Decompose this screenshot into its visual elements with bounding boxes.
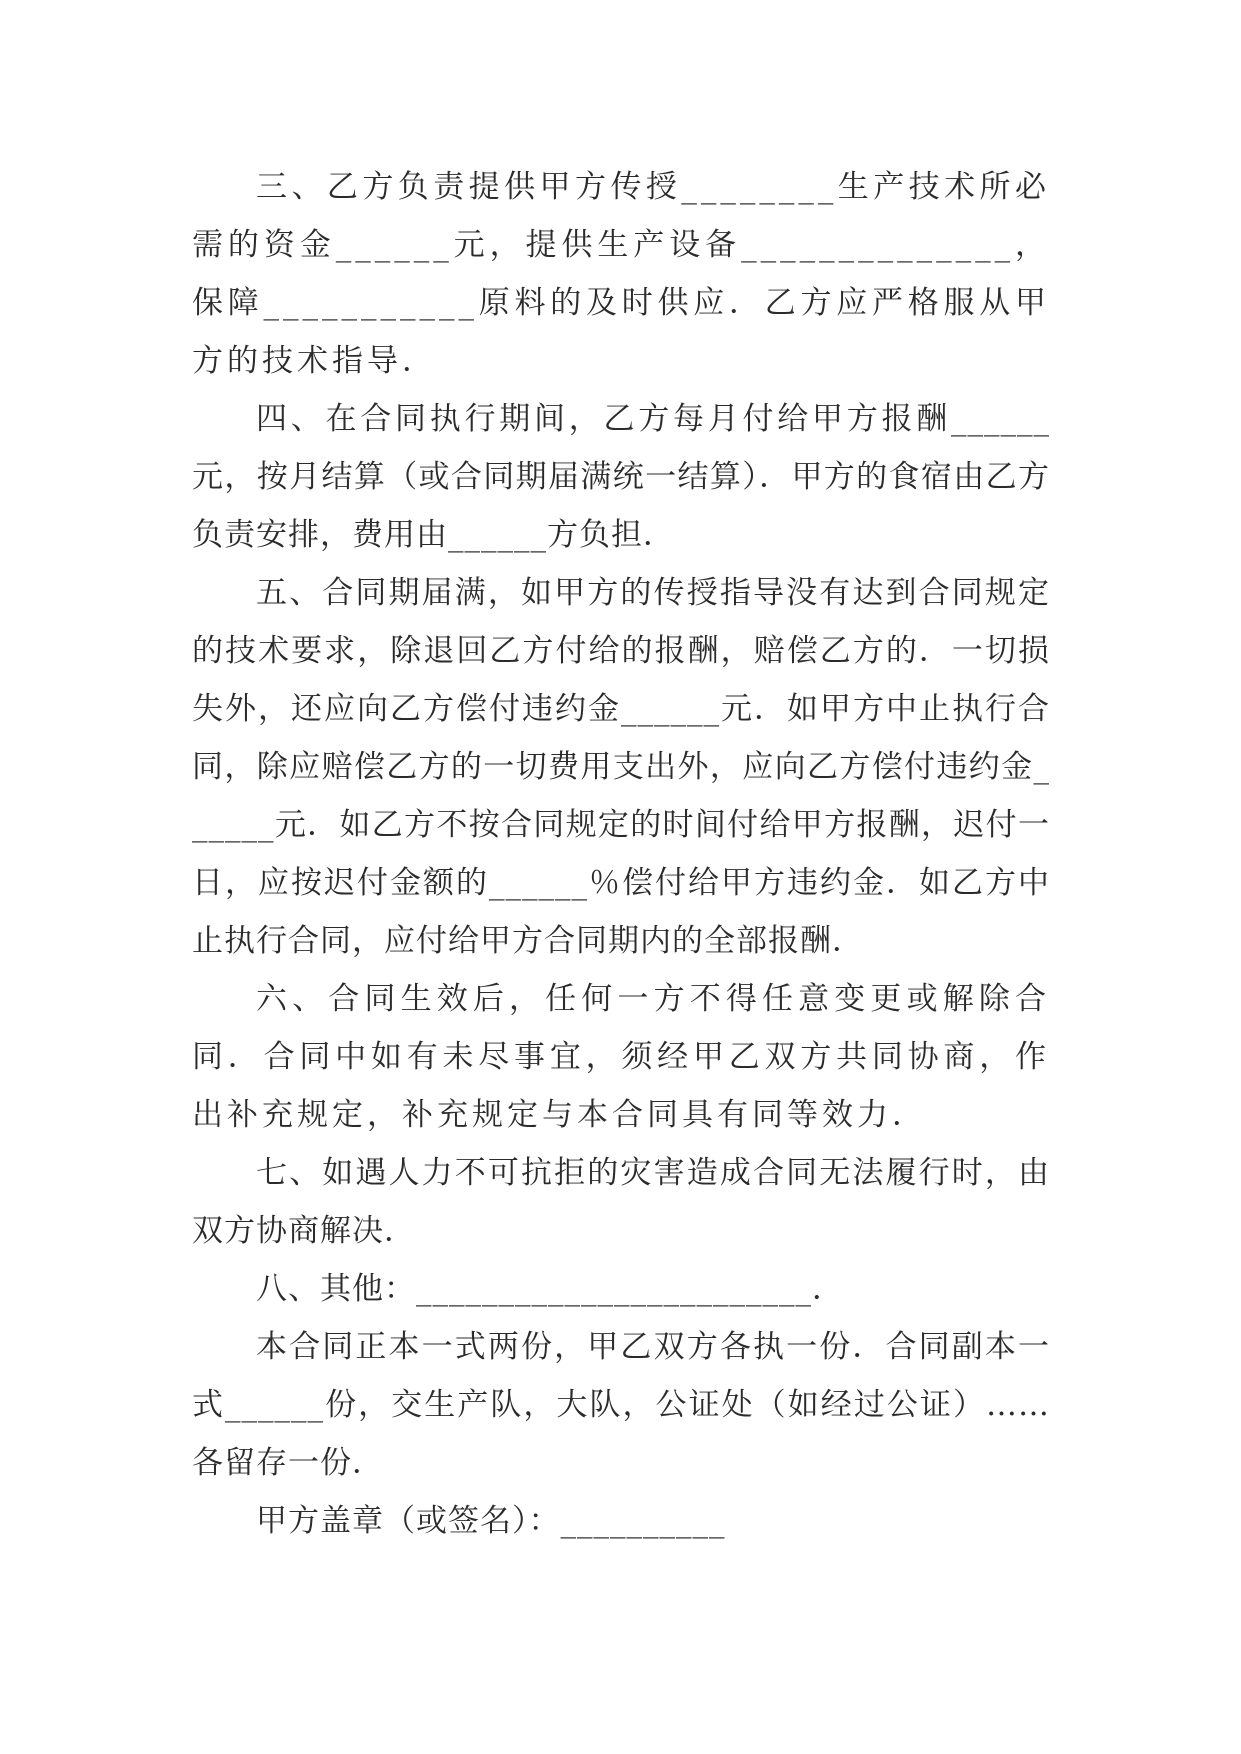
clause-3: 三、乙方负责提供甲方传授________生产技术所必需的资金______元，提供生产设备______________，保障___________原料的及时供应．乙方应严格服从甲方的技术指导． [192,169,1050,379]
clause-4: 四、在合同执行期间，乙方每月付给甲方报酬______元，按月结算（或合同期届满统一结算）．甲方的食宿由乙方负责安排，费用由______方负担． [192,401,1050,553]
contract-body [192,158,1050,1550]
clause-7: 七、如遇人力不可抗拒的灾害造成合同无法履行时，由双方协商解决． [192,1155,1050,1249]
party-a-signature-line: 甲方盖章（或签名）：__________ [256,1503,726,1539]
clause-5: 五、合同期届满，如甲方的传授指导没有达到合同规定的技术要求，除退回乙方付给的报酬，赔偿乙方的．一切损失外，还应向乙方偿付违约金______元．如甲方中止执行合同，除应赔偿乙方的一切费用支出外，应向乙方偿付违约金______元．如乙方不按合同规定的时间付给甲方报酬，迟付一日，应按迟付金额的______％偿付给甲方违约金．如乙方中止执行合同，应付给甲方合同期内的全部报酬． [192,575,1050,959]
clause-6: 六、合同生效后，任何一方不得任意变更或解除合同．合同中如有未尽事宜，须经甲乙双方共同协商，作出补充规定，补充规定与本合同具有同等效力． [192,981,1050,1133]
copies-clause: 本合同正本一式两份，甲乙双方各执一份．合同副本一式______份，交生产队，大队，公证处（如经过公证）……各留存一份． [192,1329,1050,1481]
clause-8-other: 八、其他：________________________． [256,1271,844,1307]
